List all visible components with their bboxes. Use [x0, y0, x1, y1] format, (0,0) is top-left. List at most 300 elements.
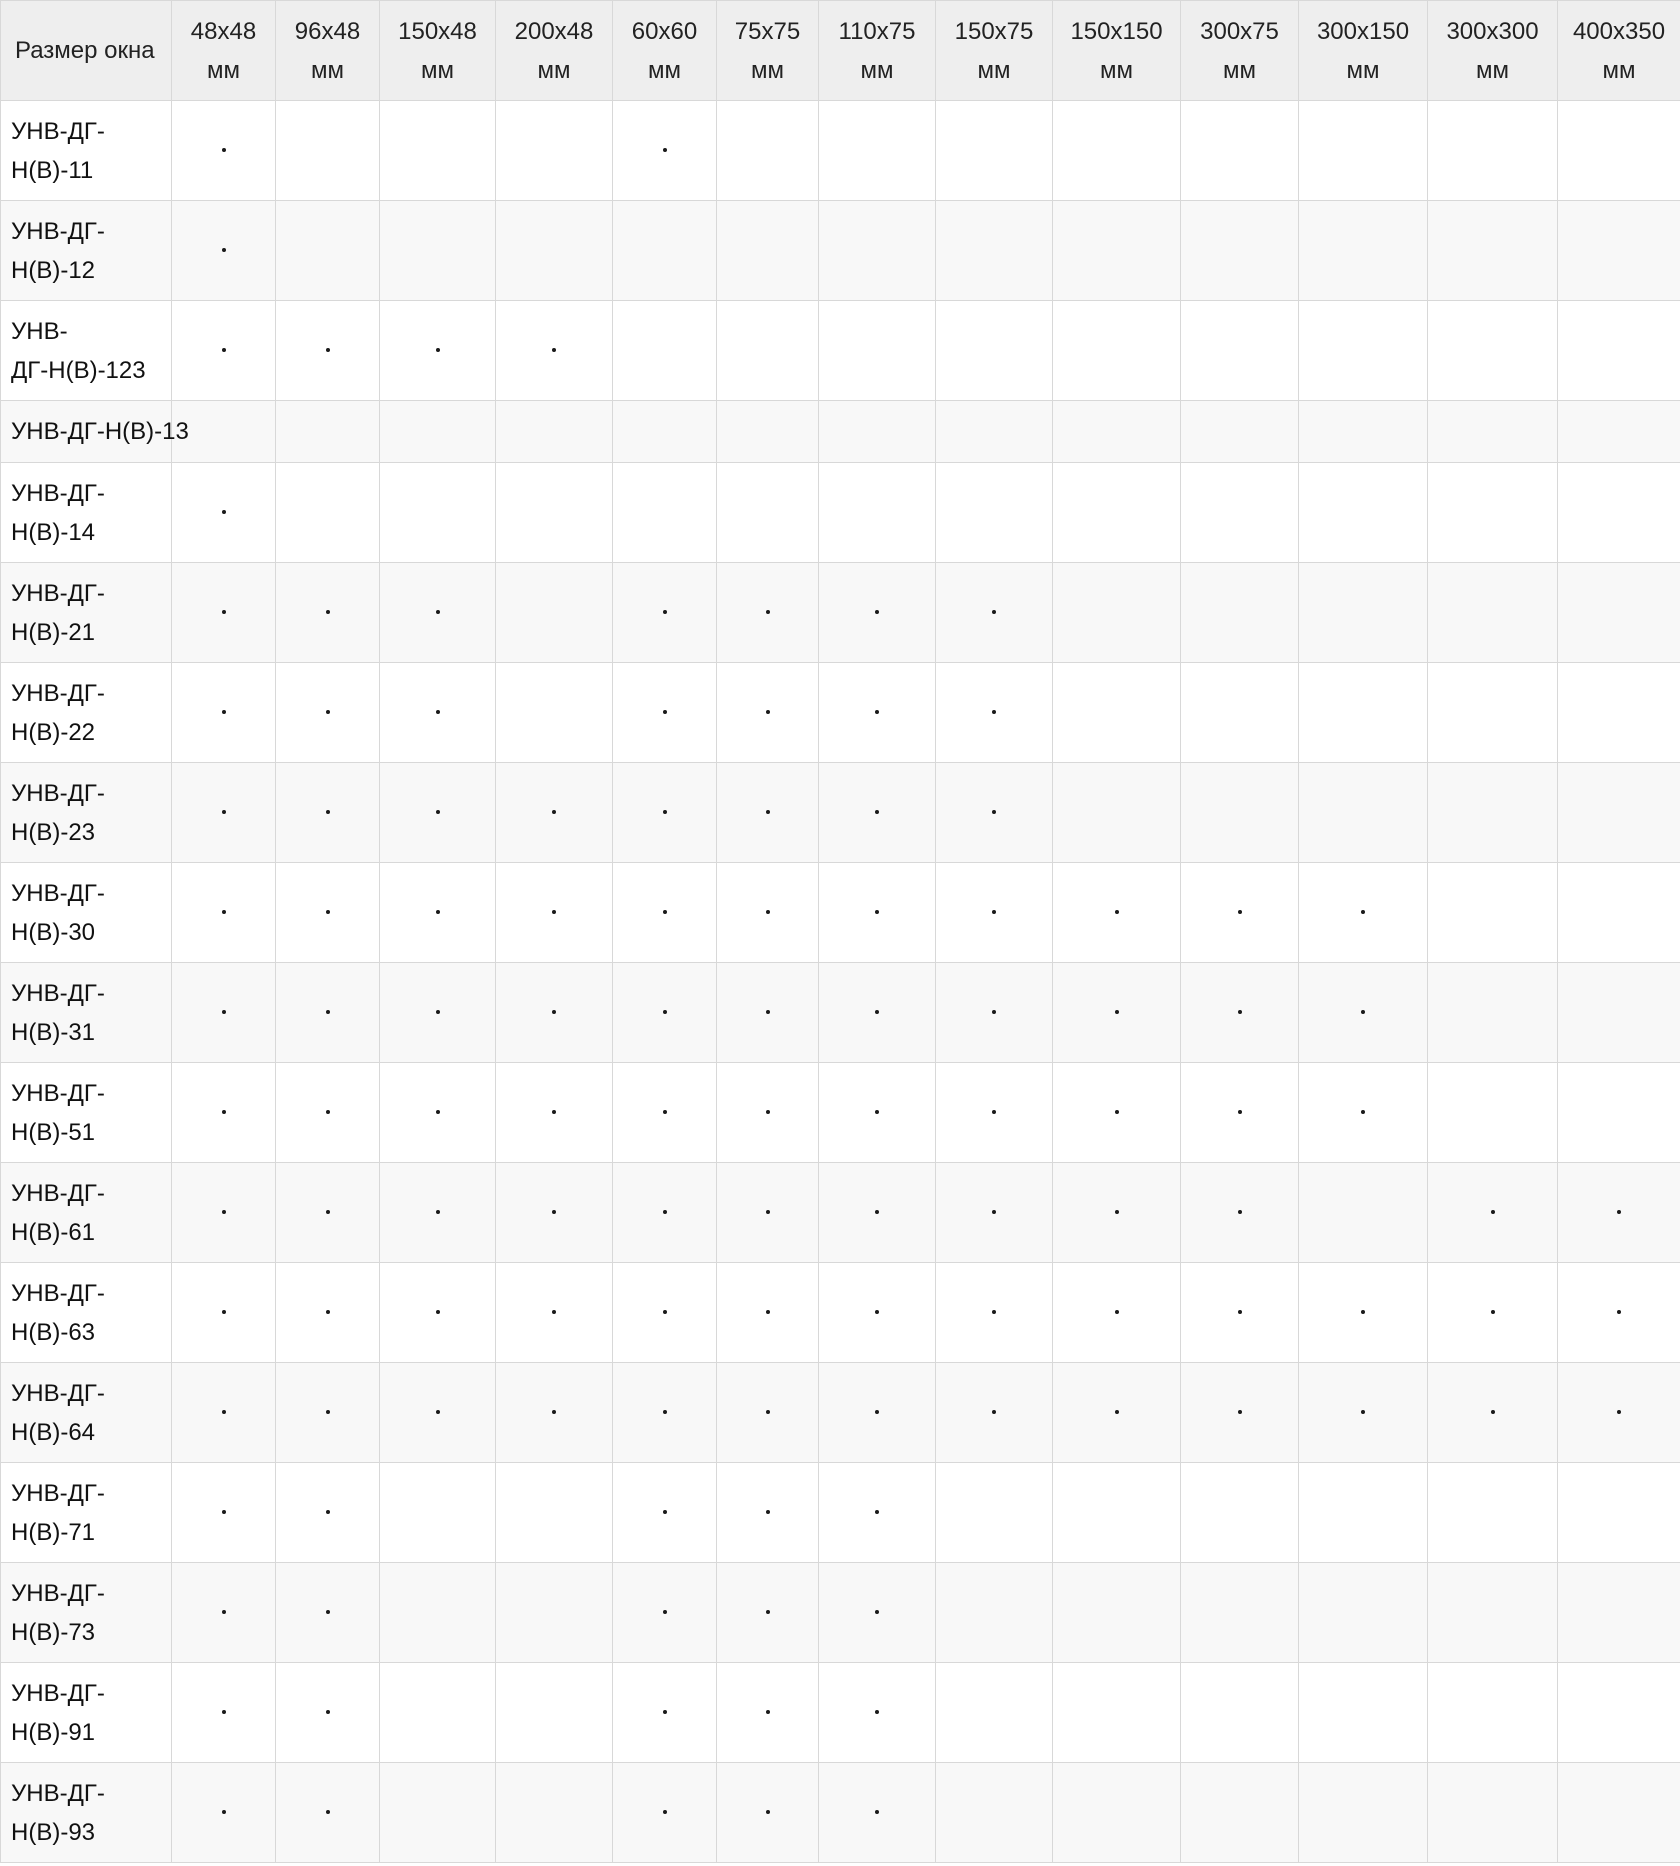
availability-cell — [276, 1563, 380, 1663]
availability-cell — [380, 1563, 496, 1663]
model-name-line: УНВ-ДГ- — [11, 117, 105, 145]
available-dot-icon — [875, 810, 879, 814]
availability-cell — [380, 1463, 496, 1563]
availability-cell — [936, 1363, 1053, 1463]
column-header-12 — [1558, 1, 1680, 101]
availability-cell — [172, 1363, 276, 1463]
column-size: 60x60 — [631, 17, 698, 45]
availability-cell — [496, 1263, 613, 1363]
available-dot-icon — [663, 810, 667, 814]
availability-cell — [1181, 463, 1299, 563]
table-row — [1, 1263, 1680, 1363]
column-unit: мм — [1223, 56, 1256, 84]
availability-cell — [1428, 401, 1558, 463]
availability-cell — [172, 1063, 276, 1163]
table-row — [1, 663, 1680, 763]
available-dot-icon — [875, 1610, 879, 1614]
available-dot-icon — [663, 1010, 667, 1014]
available-dot-icon — [222, 910, 226, 914]
availability-cell — [1558, 101, 1680, 201]
available-dot-icon — [326, 1310, 330, 1314]
availability-cell — [936, 1063, 1053, 1163]
availability-cell — [936, 201, 1053, 301]
availability-cell — [380, 763, 496, 863]
availability-cell — [613, 1663, 717, 1763]
availability-cell — [1428, 301, 1558, 401]
availability-cell — [613, 1363, 717, 1463]
available-dot-icon — [1238, 1410, 1242, 1414]
model-name-line: УНВ-ДГ- — [11, 479, 105, 507]
available-dot-icon — [875, 1210, 879, 1214]
availability-cell — [717, 463, 819, 563]
available-dot-icon — [1361, 1010, 1365, 1014]
availability-cell — [717, 1363, 819, 1463]
availability-cell — [1053, 1563, 1181, 1663]
available-dot-icon — [326, 810, 330, 814]
availability-cell — [936, 1663, 1053, 1763]
available-dot-icon — [992, 1310, 996, 1314]
available-dot-icon — [663, 610, 667, 614]
availability-cell — [276, 1463, 380, 1563]
available-dot-icon — [222, 1010, 226, 1014]
available-dot-icon — [992, 910, 996, 914]
table-row — [1, 401, 1680, 463]
availability-cell — [819, 463, 936, 563]
available-dot-icon — [663, 1510, 667, 1514]
availability-cell — [819, 1563, 936, 1663]
available-dot-icon — [766, 1710, 770, 1714]
availability-cell — [819, 563, 936, 663]
model-name — [1, 1763, 172, 1863]
table-row — [1, 963, 1680, 1063]
availability-cell — [819, 763, 936, 863]
availability-cell — [380, 563, 496, 663]
available-dot-icon — [992, 1110, 996, 1114]
availability-cell — [1299, 763, 1428, 863]
availability-cell — [380, 1663, 496, 1763]
availability-cell — [1053, 663, 1181, 763]
column-unit: мм — [421, 56, 454, 84]
model-name — [1, 763, 172, 863]
available-dot-icon — [326, 1410, 330, 1414]
available-dot-icon — [663, 1310, 667, 1314]
availability-cell — [1558, 863, 1680, 963]
column-header-4 — [613, 1, 717, 101]
available-dot-icon — [875, 1410, 879, 1414]
availability-cell — [1299, 1063, 1428, 1163]
availability-cell — [1181, 1563, 1299, 1663]
availability-cell — [1053, 763, 1181, 863]
availability-cell — [1053, 863, 1181, 963]
model-name-line: Н(В)-51 — [11, 1118, 96, 1146]
model-name-line: Н(В)-21 — [11, 618, 96, 646]
column-unit: мм — [977, 56, 1011, 84]
model-name-line: УНВ-ДГ- — [11, 779, 105, 807]
availability-cell — [1558, 201, 1680, 301]
column-unit: мм — [1346, 56, 1380, 84]
availability-cell — [1299, 663, 1428, 763]
availability-cell — [496, 201, 613, 301]
model-name-line: УНВ-ДГ- — [11, 879, 105, 907]
availability-cell — [1428, 201, 1558, 301]
available-dot-icon — [875, 1110, 879, 1114]
availability-cell — [613, 563, 717, 663]
available-dot-icon — [326, 610, 330, 614]
availability-cell — [276, 1763, 380, 1863]
availability-cell — [1053, 1763, 1181, 1863]
availability-cell — [496, 663, 613, 763]
availability-cell — [1428, 101, 1558, 201]
availability-cell — [380, 963, 496, 1063]
availability-cell — [613, 1163, 717, 1263]
table-row — [1, 1563, 1680, 1663]
table-row — [1, 1163, 1680, 1263]
availability-cell — [1053, 1663, 1181, 1763]
available-dot-icon — [436, 1110, 440, 1114]
column-size: 300x150 — [1316, 17, 1410, 45]
availability-cell — [1181, 301, 1299, 401]
availability-cell — [276, 201, 380, 301]
table-row — [1, 1363, 1680, 1463]
model-name-line: УНВ-ДГ- — [11, 1779, 105, 1807]
availability-cell — [380, 463, 496, 563]
available-dot-icon — [766, 1010, 770, 1014]
availability-cell — [1558, 301, 1680, 401]
available-dot-icon — [1238, 1010, 1242, 1014]
model-name-line: УНВ- — [11, 317, 68, 345]
column-size: 48x48 — [190, 17, 257, 45]
available-dot-icon — [326, 1510, 330, 1514]
availability-cell — [496, 1363, 613, 1463]
availability-cell — [936, 1563, 1053, 1663]
model-name-line: Н(В)-11 — [11, 156, 94, 184]
available-dot-icon — [326, 1010, 330, 1014]
availability-cell — [276, 1363, 380, 1463]
model-name-line: УНВ-ДГ- — [11, 1279, 105, 1307]
column-header-0 — [172, 1, 276, 101]
column-unit: мм — [1476, 56, 1509, 84]
available-dot-icon — [766, 910, 770, 914]
availability-cell — [717, 1163, 819, 1263]
availability-cell — [819, 101, 936, 201]
available-dot-icon — [552, 810, 556, 814]
column-header-11 — [1428, 1, 1558, 101]
header-label: Размер окна — [1, 1, 172, 101]
available-dot-icon — [436, 710, 440, 714]
available-dot-icon — [222, 810, 226, 814]
model-name-line: Н(В)-91 — [11, 1718, 96, 1746]
availability-cell — [936, 563, 1053, 663]
column-header-1 — [276, 1, 380, 101]
available-dot-icon — [875, 1810, 879, 1814]
availability-cell — [1053, 463, 1181, 563]
model-name-line: Н(В)-63 — [11, 1318, 96, 1346]
availability-cell — [1428, 1563, 1558, 1663]
availability-cell — [172, 963, 276, 1063]
availability-cell — [1181, 863, 1299, 963]
availability-cell — [1299, 1763, 1428, 1863]
availability-cell — [276, 1663, 380, 1763]
column-unit: мм — [751, 56, 784, 84]
column-unit: мм — [537, 56, 571, 84]
availability-cell — [936, 1163, 1053, 1263]
table-row — [1, 563, 1680, 663]
availability-cell — [172, 1463, 276, 1563]
column-header-9 — [1181, 1, 1299, 101]
availability-cell — [1428, 963, 1558, 1063]
availability-cell — [819, 663, 936, 763]
availability-cell — [936, 663, 1053, 763]
available-dot-icon — [1491, 1410, 1495, 1414]
model-name-line: Н(В)-31 — [11, 1018, 96, 1046]
available-dot-icon — [222, 248, 226, 252]
available-dot-icon — [436, 810, 440, 814]
availability-cell — [1558, 1563, 1680, 1663]
availability-cell — [717, 763, 819, 863]
availability-cell — [613, 101, 717, 201]
availability-cell — [276, 101, 380, 201]
available-dot-icon — [222, 1210, 226, 1214]
column-header-3 — [496, 1, 613, 101]
availability-cell — [613, 201, 717, 301]
availability-cell — [717, 201, 819, 301]
availability-cell — [1181, 1463, 1299, 1563]
availability-cell — [172, 1263, 276, 1363]
availability-cell — [1299, 1263, 1428, 1363]
model-name-line: УНВ-ДГ- — [11, 679, 105, 707]
available-dot-icon — [992, 710, 996, 714]
available-dot-icon — [992, 810, 996, 814]
availability-cell — [1558, 663, 1680, 763]
availability-cell — [172, 663, 276, 763]
availability-cell — [276, 763, 380, 863]
availability-cell — [1181, 1263, 1299, 1363]
availability-cell — [936, 463, 1053, 563]
available-dot-icon — [663, 1110, 667, 1114]
availability-cell — [1558, 1763, 1680, 1863]
availability-cell — [1558, 463, 1680, 563]
availability-cell — [172, 201, 276, 301]
available-dot-icon — [552, 1010, 556, 1014]
availability-cell — [1181, 963, 1299, 1063]
availability-cell — [1558, 1663, 1680, 1763]
available-dot-icon — [992, 1210, 996, 1214]
model-name-line: УНВ-ДГ- — [11, 1579, 105, 1607]
table-row — [1, 101, 1680, 201]
availability-cell — [717, 1263, 819, 1363]
availability-cell — [1558, 763, 1680, 863]
table-row — [1, 1763, 1680, 1863]
availability-cell — [936, 1263, 1053, 1363]
available-dot-icon — [1617, 1410, 1621, 1414]
availability-cell — [380, 663, 496, 763]
available-dot-icon — [1238, 1110, 1242, 1114]
availability-cell — [1299, 1463, 1428, 1563]
model-name-line: Н(В)-73 — [11, 1618, 96, 1646]
available-dot-icon — [663, 710, 667, 714]
model-name-line: Н(В)-23 — [11, 818, 96, 846]
availability-cell — [496, 1163, 613, 1263]
available-dot-icon — [222, 1510, 226, 1514]
available-dot-icon — [875, 910, 879, 914]
column-header-5 — [717, 1, 819, 101]
available-dot-icon — [222, 510, 226, 514]
available-dot-icon — [875, 1510, 879, 1514]
availability-cell — [1558, 1463, 1680, 1563]
available-dot-icon — [1491, 1310, 1495, 1314]
model-name-line: УНВ-ДГ- — [11, 1079, 105, 1107]
available-dot-icon — [222, 1710, 226, 1714]
table-row — [1, 863, 1680, 963]
available-dot-icon — [552, 1410, 556, 1414]
table-row — [1, 763, 1680, 863]
availability-cell — [936, 963, 1053, 1063]
availability-cell — [496, 563, 613, 663]
model-name-line: УНВ-ДГ- — [11, 217, 105, 245]
availability-cell — [1181, 1663, 1299, 1763]
column-size: 75x75 — [734, 17, 801, 45]
availability-cell — [1428, 863, 1558, 963]
model-name-line: УНВ-ДГ- — [11, 1679, 105, 1707]
availability-cell — [717, 1763, 819, 1863]
column-unit: мм — [1602, 56, 1636, 84]
available-dot-icon — [326, 710, 330, 714]
availability-cell — [717, 1663, 819, 1763]
availability-cell — [1181, 563, 1299, 663]
table-row — [1, 1063, 1680, 1163]
availability-cell — [1181, 101, 1299, 201]
availability-cell — [819, 1363, 936, 1463]
availability-cell — [172, 863, 276, 963]
available-dot-icon — [1115, 1210, 1119, 1214]
availability-cell — [1053, 1463, 1181, 1563]
availability-cell — [496, 463, 613, 563]
availability-cell — [496, 1563, 613, 1663]
available-dot-icon — [663, 1810, 667, 1814]
model-name-line: УНВ-ДГ- — [11, 1179, 105, 1207]
available-dot-icon — [436, 1210, 440, 1214]
available-dot-icon — [552, 910, 556, 914]
availability-cell — [1053, 101, 1181, 201]
available-dot-icon — [1115, 1410, 1119, 1414]
availability-cell — [1299, 201, 1428, 301]
column-header-2 — [380, 1, 496, 101]
availability-cell — [276, 401, 380, 463]
availability-cell — [496, 1063, 613, 1163]
availability-cell — [1299, 401, 1428, 463]
availability-cell — [613, 763, 717, 863]
available-dot-icon — [436, 910, 440, 914]
availability-cell — [819, 1463, 936, 1563]
available-dot-icon — [875, 1710, 879, 1714]
available-dot-icon — [992, 1410, 996, 1414]
availability-cell — [172, 1563, 276, 1663]
availability-cell — [1558, 1163, 1680, 1263]
availability-cell — [172, 1163, 276, 1263]
model-name — [1, 1663, 172, 1763]
model-name-line: УНВ-ДГ- — [11, 1479, 105, 1507]
available-dot-icon — [552, 348, 556, 352]
model-name-line: Н(В)-22 — [11, 718, 96, 746]
available-dot-icon — [222, 1810, 226, 1814]
availability-cell — [613, 463, 717, 563]
availability-cell — [1181, 763, 1299, 863]
available-dot-icon — [436, 348, 440, 352]
available-dot-icon — [326, 1110, 330, 1114]
availability-cell — [819, 963, 936, 1063]
availability-cell — [276, 463, 380, 563]
available-dot-icon — [222, 348, 226, 352]
column-size: 110x75 — [838, 17, 916, 45]
availability-cell — [819, 401, 936, 463]
model-name — [1, 301, 172, 401]
availability-cell — [380, 1063, 496, 1163]
model-name-line: УНВ-ДГ-Н(В)-13 — [11, 418, 189, 445]
available-dot-icon — [875, 1310, 879, 1314]
availability-cell — [276, 1263, 380, 1363]
availability-cell — [496, 301, 613, 401]
availability-cell — [717, 1463, 819, 1563]
availability-cell — [613, 301, 717, 401]
available-dot-icon — [326, 1210, 330, 1214]
column-unit: мм — [311, 56, 344, 84]
availability-cell — [496, 1763, 613, 1863]
available-dot-icon — [1617, 1310, 1621, 1314]
availability-cell — [1299, 863, 1428, 963]
availability-cell — [819, 1263, 936, 1363]
model-name — [1, 963, 172, 1063]
availability-cell — [172, 463, 276, 563]
column-header-10 — [1299, 1, 1428, 101]
available-dot-icon — [222, 1610, 226, 1614]
availability-cell — [717, 1063, 819, 1163]
availability-cell — [276, 863, 380, 963]
model-name-line: ДГ-Н(В)-123 — [11, 356, 146, 384]
availability-cell — [380, 1363, 496, 1463]
availability-cell — [936, 863, 1053, 963]
availability-cell — [613, 1263, 717, 1363]
availability-cell — [1181, 663, 1299, 763]
availability-cell — [613, 1563, 717, 1663]
available-dot-icon — [766, 710, 770, 714]
available-dot-icon — [1617, 1210, 1621, 1214]
availability-cell — [276, 301, 380, 401]
availability-cell — [1299, 101, 1428, 201]
availability-cell — [613, 863, 717, 963]
availability-cell — [613, 1063, 717, 1163]
available-dot-icon — [875, 610, 879, 614]
availability-cell — [1299, 1563, 1428, 1663]
availability-cell — [380, 1263, 496, 1363]
available-dot-icon — [875, 1010, 879, 1014]
available-dot-icon — [663, 910, 667, 914]
availability-cell — [276, 963, 380, 1063]
availability-cell — [172, 101, 276, 201]
column-header-6 — [819, 1, 936, 101]
availability-cell — [380, 1163, 496, 1263]
availability-cell — [1053, 563, 1181, 663]
availability-cell — [1428, 1463, 1558, 1563]
available-dot-icon — [1238, 910, 1242, 914]
availability-cell — [1428, 1663, 1558, 1763]
availability-cell — [276, 1163, 380, 1263]
availability-cell — [1428, 1263, 1558, 1363]
availability-cell — [936, 763, 1053, 863]
available-dot-icon — [766, 1410, 770, 1414]
availability-cell — [380, 101, 496, 201]
availability-cell — [717, 963, 819, 1063]
availability-cell — [819, 1063, 936, 1163]
